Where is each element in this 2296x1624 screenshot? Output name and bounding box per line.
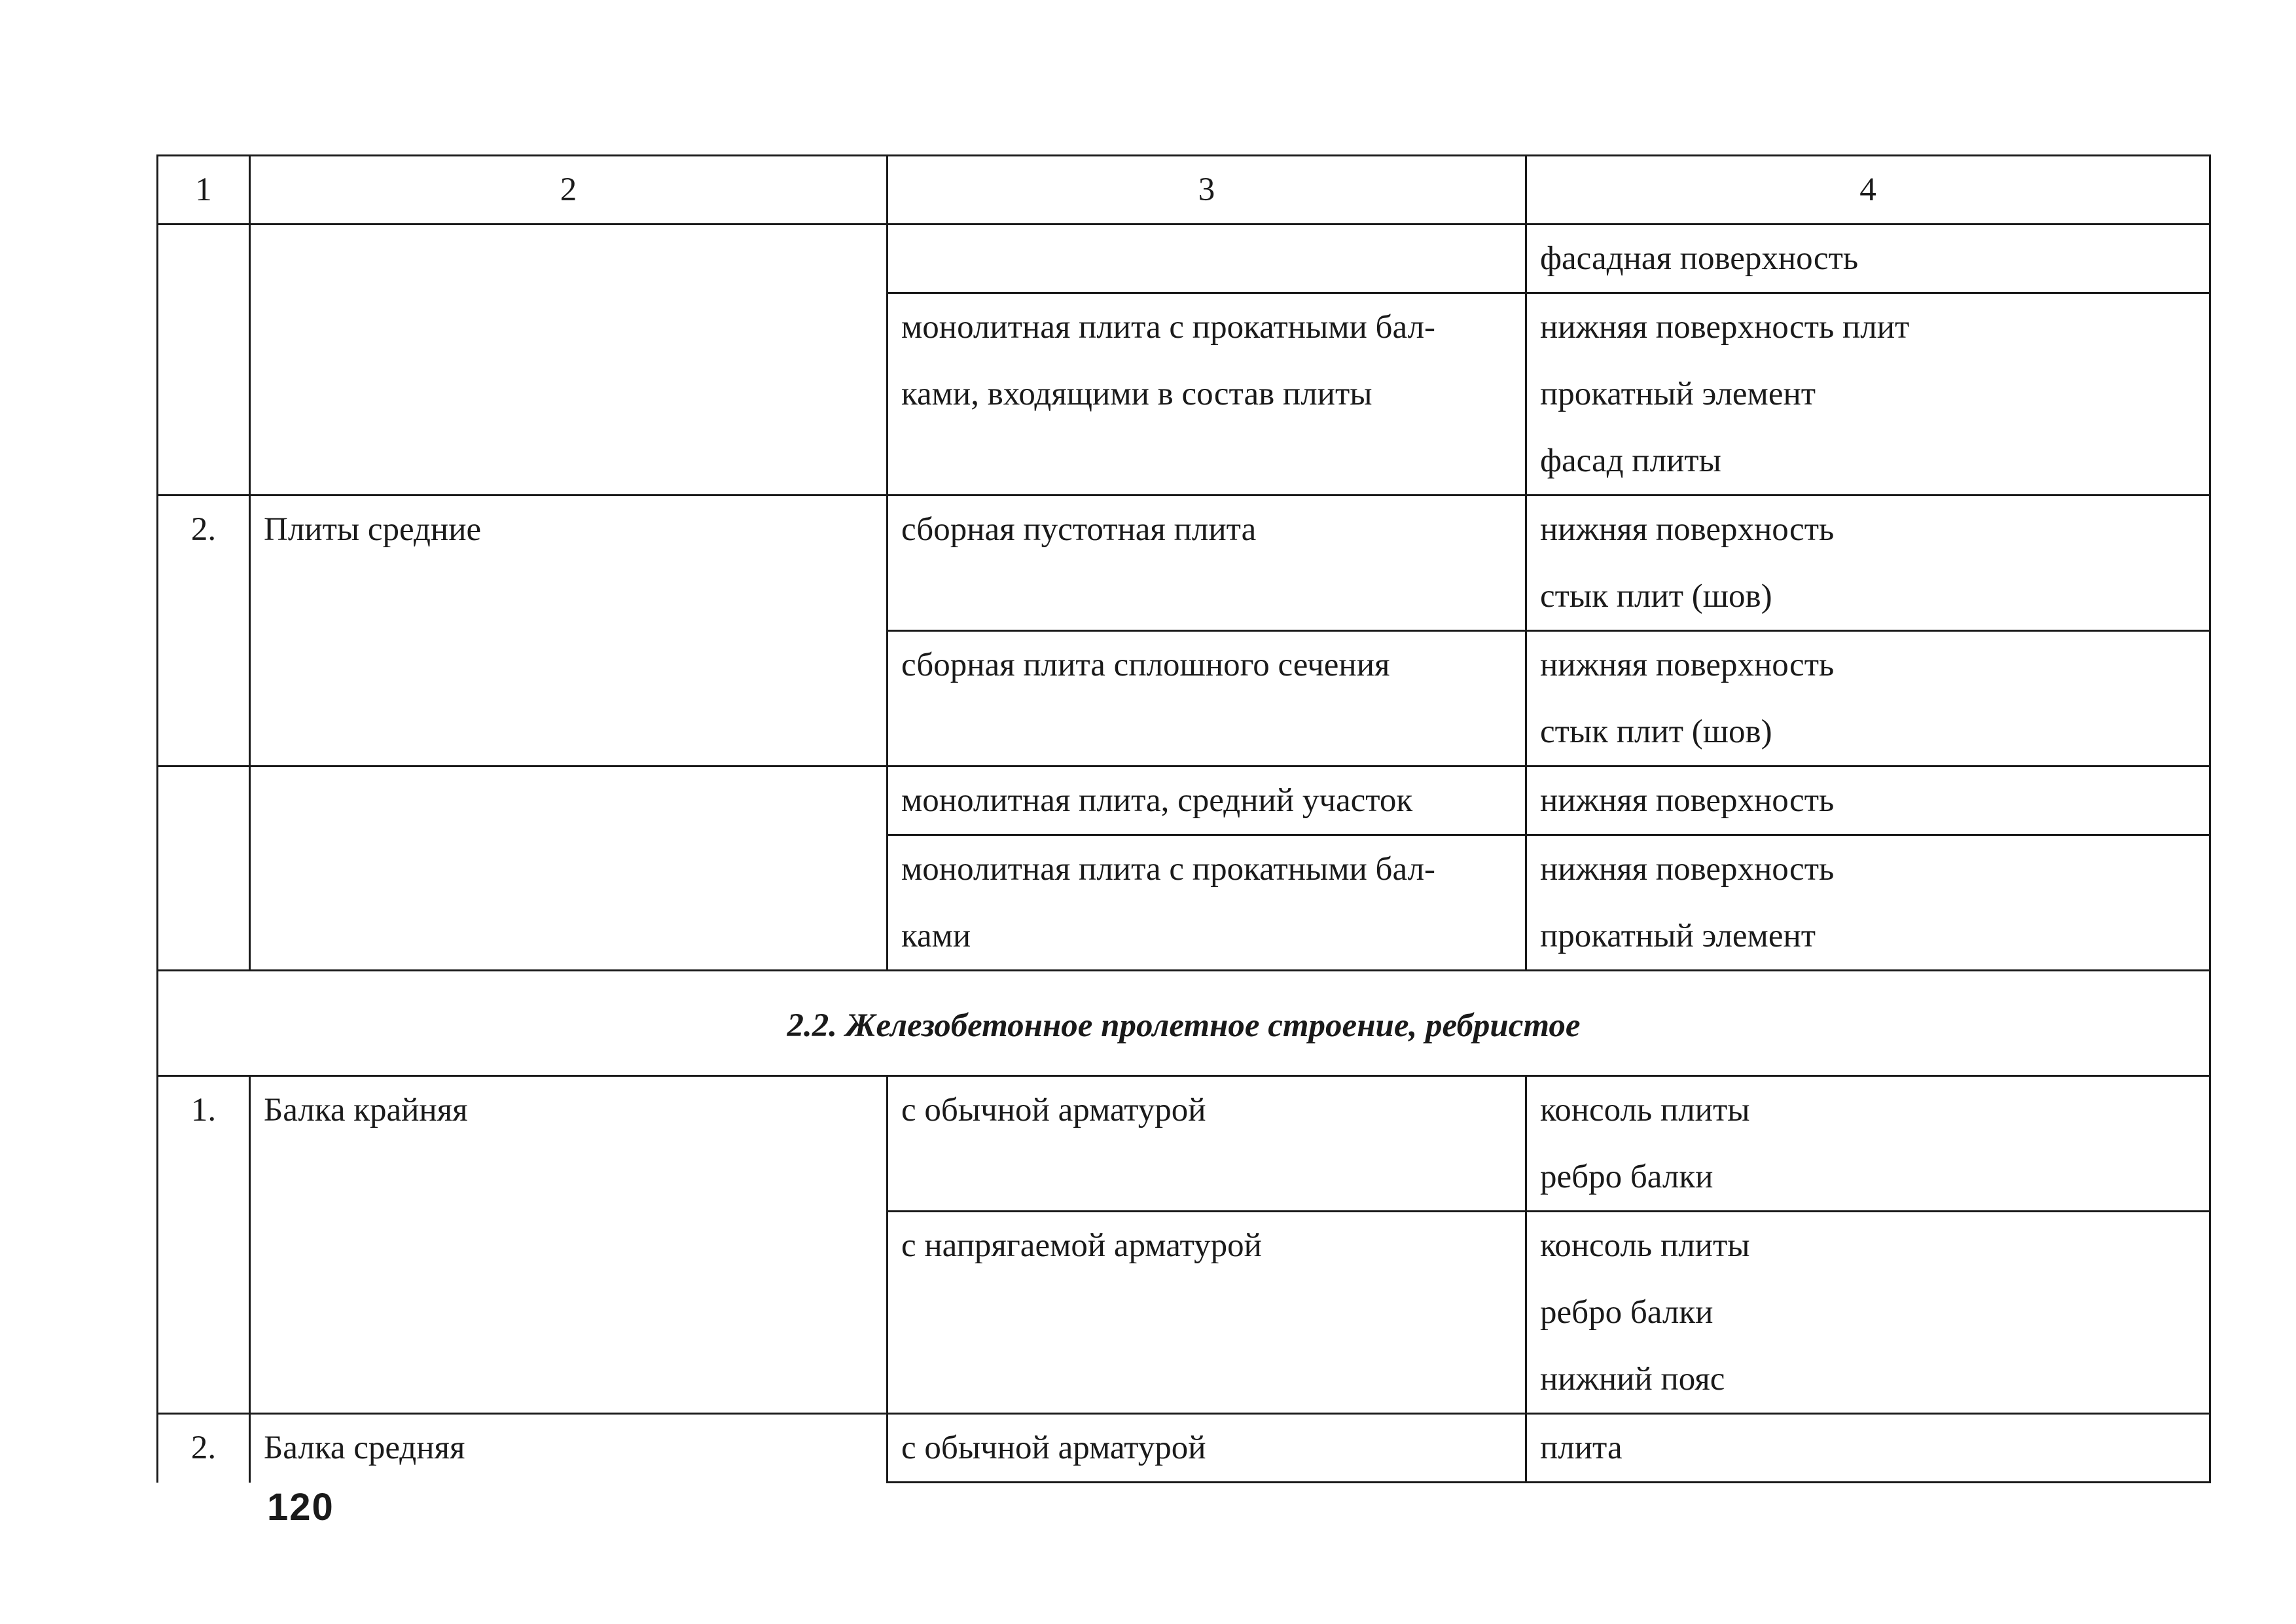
table-header-row — [158, 156, 2210, 225]
element-cell: Балка средняя — [250, 1414, 888, 1483]
zone-line: нижняя поверхность плит — [1540, 309, 1910, 346]
row-number-cell — [158, 225, 250, 496]
zone-line: консоль плиты — [1540, 1227, 1750, 1264]
inspection-zone-cell — [1526, 835, 2210, 971]
zone-line: ребро балки — [1540, 1159, 1713, 1195]
type-line: монолитная плита с прокатными бал- — [901, 851, 1436, 888]
structure-type-cell: сборная пустотная плита — [888, 496, 1526, 631]
table-row — [158, 225, 2210, 293]
structure-type-cell: сборная плита сплошного сечения — [888, 631, 1526, 767]
inspection-zone-cell — [1526, 1076, 2210, 1212]
zone-line: нижняя поверхность — [1540, 647, 1835, 683]
zone-line: прокатный элемент — [1540, 376, 1816, 412]
element-cell — [250, 767, 888, 971]
column-header-3: 3 — [888, 156, 1526, 225]
structure-type-cell: с напрягаемой арматурой — [888, 1212, 1526, 1414]
inspection-zone-cell — [1526, 631, 2210, 767]
table-row — [158, 1076, 2210, 1212]
row-number-cell: 2. — [158, 496, 250, 767]
zone-line: стык плит (шов) — [1540, 713, 1772, 750]
inspection-zone-cell — [1526, 496, 2210, 631]
structure-type-cell — [888, 225, 1526, 293]
inspection-table — [156, 154, 2211, 1483]
zone-line: консоль плиты — [1540, 1092, 1750, 1128]
zone-line: фасадная поверхность — [1540, 240, 1859, 277]
table-row — [158, 1414, 2210, 1483]
element-cell: Балка крайняя — [250, 1076, 888, 1414]
structure-type-cell — [888, 835, 1526, 971]
structure-type-cell: с обычной арматурой — [888, 1414, 1526, 1483]
section-heading-row — [158, 971, 2210, 1076]
page-number: 120 — [267, 1486, 334, 1528]
zone-line: нижняя поверхность — [1540, 851, 1835, 888]
zone-line: прокатный элемент — [1540, 918, 1816, 954]
inspection-zone-cell: нижняя поверхность — [1526, 767, 2210, 835]
type-line: ками — [901, 918, 971, 954]
type-line: ками, входящими в состав плиты — [901, 376, 1372, 412]
inspection-zone-cell — [1526, 1212, 2210, 1414]
structure-type-cell: монолитная плита, средний участок — [888, 767, 1526, 835]
table-row — [158, 767, 2210, 835]
column-header-2: 2 — [250, 156, 888, 225]
inspection-zone-cell: плита — [1526, 1414, 2210, 1483]
zone-line: стык плит (шов) — [1540, 578, 1772, 615]
zone-line: нижняя поверхность — [1540, 511, 1835, 548]
structure-type-cell: с обычной арматурой — [888, 1076, 1526, 1212]
table-row — [158, 496, 2210, 631]
element-cell — [250, 225, 888, 496]
zone-line: фасад плиты — [1540, 442, 1721, 479]
inspection-zone-cell — [1526, 225, 2210, 293]
column-header-4: 4 — [1526, 156, 2210, 225]
structure-type-cell — [888, 293, 1526, 496]
type-line: монолитная плита с прокатными бал- — [901, 309, 1436, 346]
zone-line: ребро балки — [1540, 1294, 1713, 1331]
element-cell: Плиты средние — [250, 496, 888, 767]
row-number-cell: 2. — [158, 1414, 250, 1483]
row-number-cell — [158, 767, 250, 971]
inspection-zone-cell — [1526, 293, 2210, 496]
row-number-cell: 1. — [158, 1076, 250, 1414]
column-header-1: 1 — [158, 156, 250, 225]
zone-line: нижний пояс — [1540, 1361, 1725, 1398]
section-title: 2.2. Железобетонное пролетное строение, ребристое — [158, 971, 2210, 1076]
